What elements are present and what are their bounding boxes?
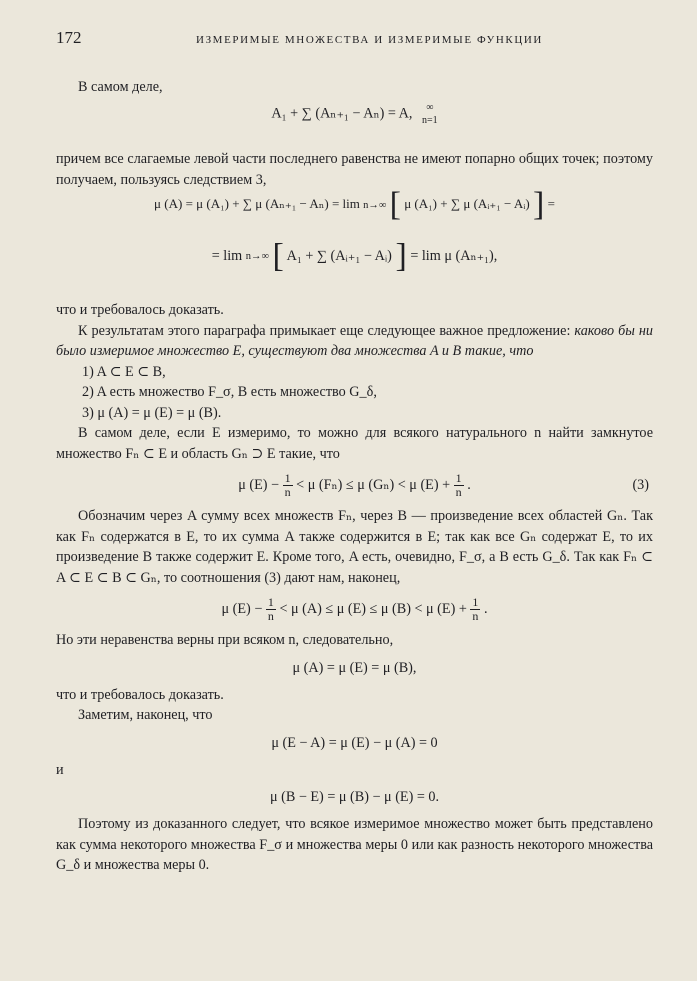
equation-text: . xyxy=(467,477,471,493)
list-item: 1) A ⊂ E ⊂ B, xyxy=(82,363,166,380)
fraction xyxy=(454,472,464,499)
equation-text: = lim xyxy=(211,248,243,264)
limit-sub: n→∞ xyxy=(245,251,269,263)
paragraph: В самом деле, если E измеримо, то можно для всякого натурального n найти замкнутое множество Fₙ ⊂ E и область Gₙ ⊃ E такие, что xyxy=(56,425,653,462)
sum-limits xyxy=(422,101,438,127)
equation-text: μ (A) = μ (E) = μ (B), xyxy=(292,659,417,676)
limit-subscript xyxy=(246,249,269,264)
paragraph xyxy=(56,321,653,362)
theorem-statement: каково бы ни было измеримое множество E, существуют два множества A и B такие, что xyxy=(56,322,653,359)
paragraph: В самом деле, xyxy=(78,78,163,95)
equation-text: . xyxy=(483,601,488,617)
equation xyxy=(56,468,653,502)
equation-text: < μ (Fₙ) ≤ μ (Gₙ) < μ (E) + xyxy=(296,477,451,493)
equation-text: μ (A) = μ (A₁) + ∑ μ (Aₙ₊₁ − Aₙ) = lim xyxy=(154,196,360,211)
equation-text: μ (B − E) = μ (B) − μ (E) = 0. xyxy=(269,789,440,805)
fraction-denominator: n xyxy=(472,609,479,624)
equation-text: μ (E) − xyxy=(238,477,280,493)
fraction-numerator: 1 xyxy=(472,595,479,610)
fraction xyxy=(470,596,480,623)
equation-number: (3) xyxy=(632,477,649,493)
equation xyxy=(56,185,653,242)
paragraph: что и требовалось доказать. xyxy=(56,686,224,703)
equation-text: μ (E − A) = μ (E) − μ (A) = 0 xyxy=(271,734,438,751)
equation xyxy=(56,655,653,681)
condition-list xyxy=(60,362,653,424)
equation xyxy=(56,592,653,626)
list-item: 3) μ (A) = μ (E) = μ (B). xyxy=(82,404,222,421)
list-item: 2) A есть множество F_σ, B есть множество G_δ, xyxy=(82,384,377,400)
sum-lower: n=1 xyxy=(421,115,438,126)
paragraph: причем все слагаемые левой части последнего равенства не имеют попарно общих точек; поэтому получаем, пользуясь следствием 3, xyxy=(56,151,653,188)
bracket: [ xyxy=(272,237,284,275)
fraction xyxy=(266,596,276,623)
equation-text: < μ (A) ≤ μ (E) ≤ μ (B) < μ (E) + xyxy=(279,601,467,617)
fraction-denominator: n xyxy=(455,485,462,500)
bracket: ] xyxy=(533,185,545,223)
equation-text: = xyxy=(547,196,555,211)
running-title: ИЗМЕРИМЫЕ МНОЖЕСТВА И ИЗМЕРИМЫЕ ФУНКЦИИ xyxy=(196,34,543,46)
fraction-numerator: 1 xyxy=(284,471,291,486)
page-number: 172 xyxy=(56,28,82,47)
fraction-denominator: n xyxy=(284,485,291,500)
equation xyxy=(56,730,653,756)
equation-text: μ (E) − xyxy=(221,601,263,617)
text-span: К результатам этого параграфа примыкает еще следующее важное предложение: xyxy=(78,322,571,339)
paragraph: Но эти неравенства верны при всяком n, следовательно, xyxy=(56,632,394,648)
paragraph: Обозначим через A сумму всех множеств Fₙ, через B — произведение всех областей Gₙ. Так как Fₙ содержатся в E, то их сумма A также содержится в E; так как все Gₙ содержат E, то их произведение B также содержит E. Кроме того, A есть, очевидно, F_σ, а B есть G_δ. Так как Fₙ ⊂ A ⊂ E ⊂ B ⊂ Gₙ, то соотношения (3) дают нам, наконец, xyxy=(56,508,653,586)
bracket: ] xyxy=(395,237,407,275)
fraction-numerator: 1 xyxy=(455,471,462,486)
equation-text: μ (A₁) + ∑ μ (Aᵢ₊₁ − Aᵢ) xyxy=(404,196,530,211)
equation xyxy=(56,237,653,296)
page-header xyxy=(56,28,653,51)
paragraph: и xyxy=(56,761,64,778)
paragraph: Заметим, наконец, что xyxy=(78,707,213,723)
equation xyxy=(56,784,653,810)
fraction-denominator: n xyxy=(267,609,274,624)
sum-upper: ∞ xyxy=(426,102,434,113)
equation xyxy=(56,101,653,145)
limit-subscript xyxy=(363,198,386,213)
bracket: [ xyxy=(389,185,401,223)
equation-text: A₁ + ∑ (Aₙ₊₁ − Aₙ) = A, xyxy=(271,105,413,122)
limit-sub: n→∞ xyxy=(363,199,387,211)
paragraph: что и требовалось доказать. xyxy=(56,302,224,318)
fraction-numerator: 1 xyxy=(267,595,274,610)
paragraph: Поэтому из доказанного следует, что всякое измеримое множество может быть представлено как сумма некоторого множества F_σ и множества меры 0 или как разность некоторого множества G_δ и множества меры 0. xyxy=(56,816,653,873)
equation-text: = lim μ (Aₙ₊₁), xyxy=(410,248,498,264)
equation-text: A₁ + ∑ (Aᵢ₊₁ − Aᵢ) xyxy=(286,248,392,264)
fraction xyxy=(283,472,293,499)
